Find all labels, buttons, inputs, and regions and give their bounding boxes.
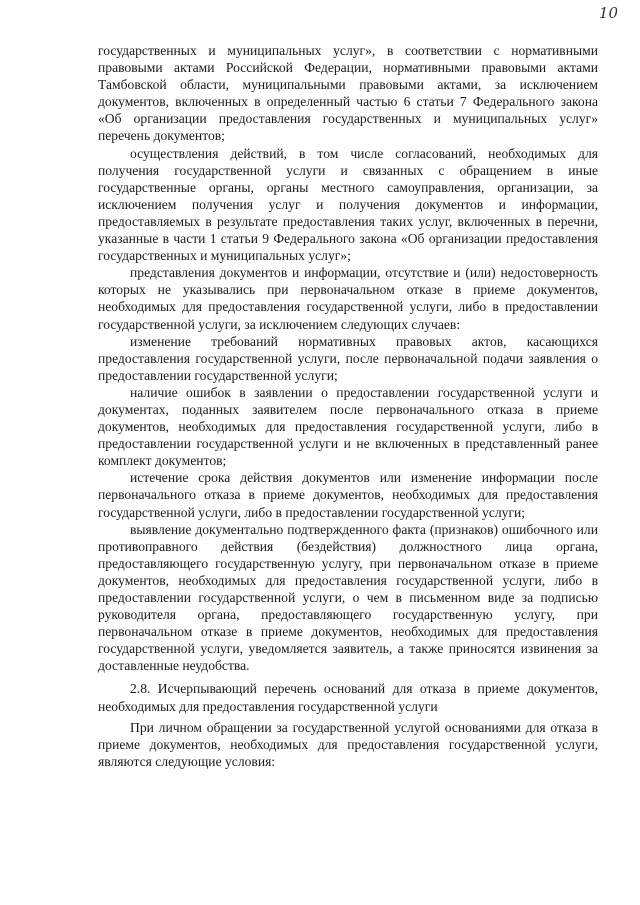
page-number: 10 bbox=[598, 4, 618, 22]
paragraph-errors: наличие ошибок в заявлении о предоставлении государственной услуги и документах, поданных заявителем после первоначального отказа в приеме документов, необходимых для предоставления государственной услуги, либо в предоставлении государственной услуги и не включенных в представленный ранее комплект документов; bbox=[98, 384, 598, 469]
paragraph-requirements-change: изменение требований нормативных правовых актов, касающихся предоставления государственной услуги, после первоначальной подачи заявления о предоставлении государственной услуги; bbox=[98, 333, 598, 383]
paragraph-misconduct: выявление документально подтвержденного факта (признаков) ошибочного или противоправного действия (бездействия) должностного лица органа, предоставляющего государственную услугу, при первоначальном отказе в приеме документов, необходимых для предоставления государственной услуги, либо в предоставлении государственной услуги, о чем в письменном виде за подписью руководителя органа, предоставляющего государственную услугу, при первоначальном отказе в приеме документов, необходимых для предоставления государственной услуги, уведомляется заявитель, а также приносятся извинения за доставленные неудобства. bbox=[98, 521, 598, 674]
document-body bbox=[98, 42, 598, 770]
section-heading-2-8: 2.8. Исчерпывающий перечень оснований для отказа в приеме документов, необходимых для предоставления государственной услуги bbox=[98, 681, 598, 714]
paragraph-actions: осуществления действий, в том числе согласований, необходимых для получения государственной услуги и связанных с обращением в иные государственные органы, органы местного самоуправления, организации, за исключением получения услуг и получения документов и информации, предоставляемых в результате предоставления таких услуг, включенных в перечни, указанные в части 1 статьи 9 Федерального закона «Об организации предоставления государственных и муниципальных услуг»; bbox=[98, 145, 598, 264]
paragraph-continuation: государственных и муниципальных услуг», в соответствии с нормативными правовыми актами Российской Федерации, нормативными правовыми актами Тамбовской области, муниципальными правовыми актами, за исключением документов, включенных в определенный частью 6 статьи 7 Федерального закона «Об организации предоставления государственных и муниципальных услуг» перечень документов; bbox=[98, 43, 598, 144]
paragraph-expiry: истечение срока действия документов или изменение информации после первоначального отказа в приеме документов, необходимых для предоставления государственной услуги, либо в предоставлении государственной услуги; bbox=[98, 470, 598, 520]
paragraph-documents-information: представления документов и информации, отсутствие и (или) недостоверность которых не указывались при первоначальном отказе в приеме документов, необходимых для предоставления государственной услуги, либо в предоставлении государственной услуги, за исключением следующих случаев: bbox=[98, 265, 598, 332]
paragraph-grounds: При личном обращении за государственной услугой основаниями для отказа в приеме документов, необходимых для предоставления государственной услуги, являются следующие условия: bbox=[98, 719, 598, 769]
